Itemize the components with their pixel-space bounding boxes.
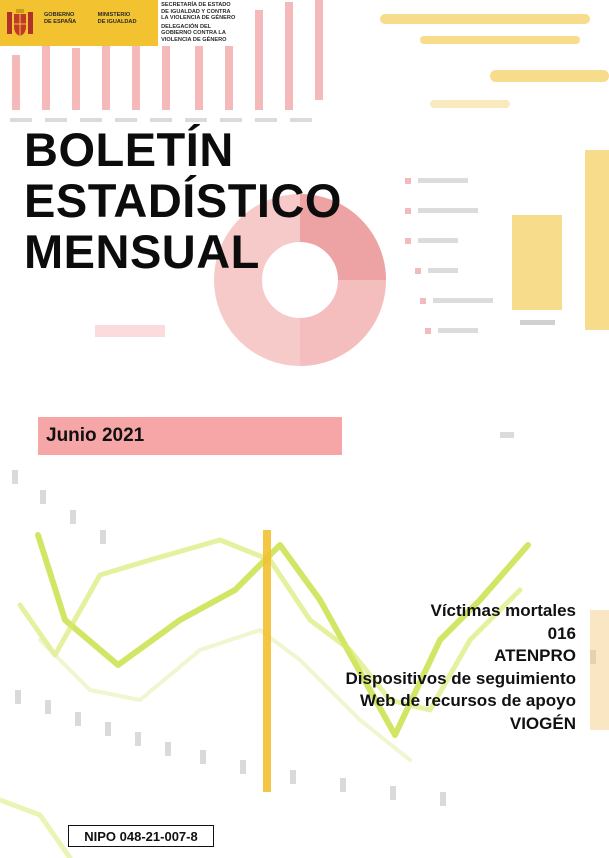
government-header (0, 0, 245, 46)
nipo-code: NIPO 048-21-007-8 (84, 828, 198, 844)
bg-pink-streak (95, 325, 165, 337)
topic-item: ATENPRO (494, 646, 576, 665)
issue-date: Junio 2021 (46, 425, 145, 446)
topic-item: Dispositivos de seguimiento (345, 668, 576, 688)
coat-of-arms-icon (0, 0, 41, 46)
title-line-3: MENSUAL (24, 225, 260, 278)
topic-item: VIOGÉN (509, 713, 576, 733)
bg-tick-marks (10, 118, 312, 122)
gobierno-label: GOBIERNO DE ESPAÑA (43, 12, 77, 25)
bg-legend-markers (405, 178, 493, 334)
bulletin-title (24, 124, 342, 277)
topic-item: 016 (547, 623, 576, 643)
date-band (38, 417, 342, 455)
bg-yellow-bars (512, 150, 609, 330)
secretaria-label: SECRETARÍA DE ESTADO DE IGUALDAD Y CONTRA LA VIOLENCIA DE GÉNERO DELEGACIÓN DEL GOBIERNO CONTRA LA VIOLENCIA DE GÉNERO (158, 0, 245, 46)
nipo-box (68, 825, 214, 847)
gold-divider-bar (263, 530, 271, 792)
topic-item: Web de recursos de apoyo (359, 691, 576, 710)
bg-gold-streaks (380, 14, 609, 108)
title-line-1: BOLETÍN (24, 123, 234, 176)
title-line-2: ESTADÍSTICO (24, 174, 342, 227)
ministerio-label: MINISTERIO DE IGUALDAD (97, 12, 137, 25)
topic-item: Víctimas mortales (430, 601, 576, 620)
topics-list (346, 600, 577, 735)
bg-right-streak (590, 610, 609, 730)
